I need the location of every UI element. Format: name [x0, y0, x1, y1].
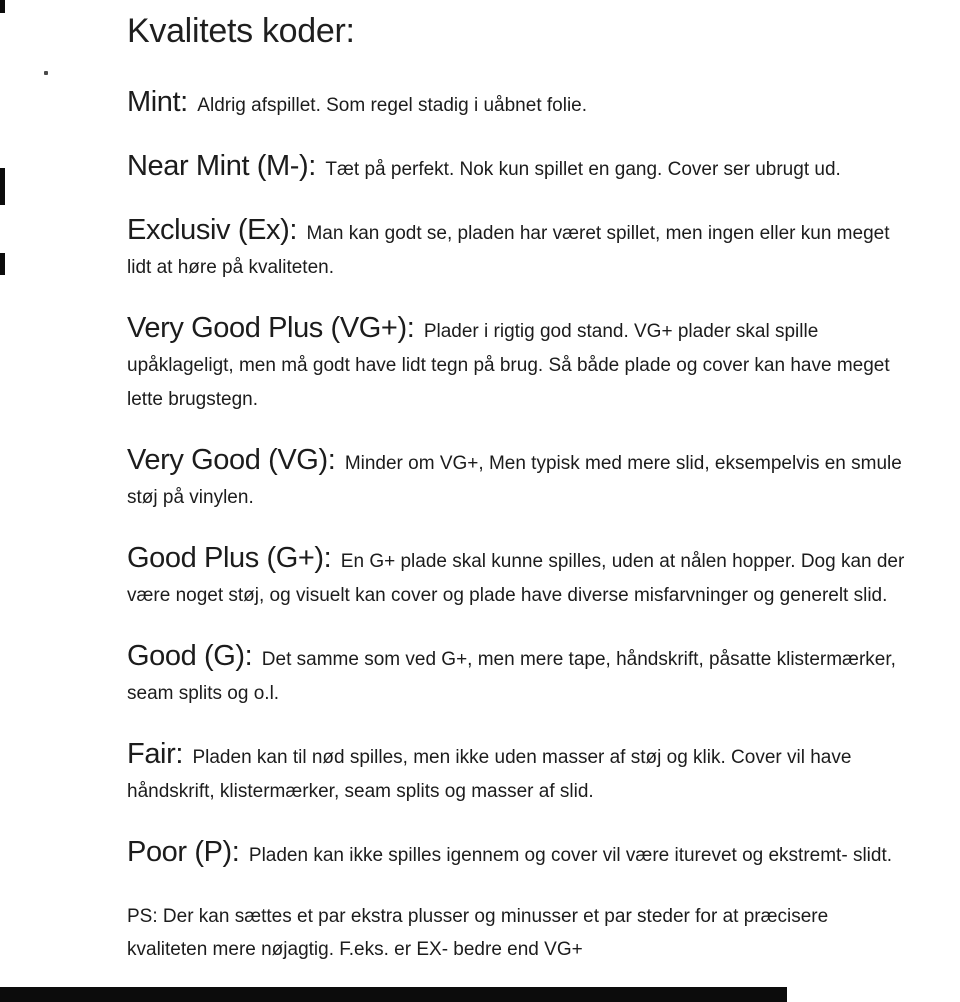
scan-mark-left-lower: [0, 253, 5, 275]
quality-desc: En G+ plade skal kunne spilles, uden at nålen hopper. Dog kan der være noget støj, og visuelt kan cover og plade have diverse misfarvninger og generelt slid.: [127, 551, 905, 606]
quality-entry-very-good: [127, 444, 910, 515]
quality-term: Good Plus (G+):: [127, 542, 332, 574]
footnote: PS: Der kan sættes et par ekstra plusser og minusser et par steder for at præcisere kvaliteten mere nøjagtig. F.eks. er EX- bedre end VG+: [127, 906, 829, 960]
page-title: Kvalitets koder:: [127, 12, 355, 50]
scan-mark-top-left: [0, 0, 5, 13]
quality-desc: Tæt på perfekt. Nok kun spillet en gang. Cover ser ubrugt ud.: [325, 159, 841, 180]
scan-mark-left-upper: [0, 168, 5, 205]
quality-desc: Det samme som ved G+, men mere tape, håndskrift, påsatte klistermærker, seam splits og o.l.: [127, 649, 896, 704]
quality-term: Very Good Plus (VG+):: [127, 312, 415, 344]
quality-entry-near-mint: [127, 150, 910, 187]
quality-desc: Man kan godt se, pladen har været spillet, men ingen eller kun meget lidt at høre på kvaliteten.: [127, 223, 890, 278]
quality-desc: Plader i rigtig god stand. VG+ plader skal spille upåklageligt, men må godt have lidt tegn på brug. Så både plade og cover kan have meget lette brugstegn.: [127, 321, 890, 410]
scan-dot: [44, 71, 48, 75]
quality-term: Poor (P):: [127, 836, 240, 868]
quality-term: Mint:: [127, 86, 188, 118]
quality-entry-very-good-plus: [127, 312, 910, 417]
quality-desc: Pladen kan ikke spilles igennem og cover vil være iturevet og ekstremt- slidt.: [248, 845, 893, 866]
quality-term: Good (G):: [127, 640, 253, 672]
quality-entry-good-plus: [127, 542, 910, 613]
quality-desc: Aldrig afspillet. Som regel stadig i uåbnet folie.: [197, 95, 588, 116]
quality-entry-good: [127, 640, 910, 711]
quality-term: Fair:: [127, 738, 184, 770]
scan-bar-bottom: [0, 987, 787, 1002]
quality-desc: Minder om VG+, Men typisk med mere slid, eksempelvis en smule støj på vinylen.: [127, 453, 902, 508]
quality-term: Very Good (VG):: [127, 444, 336, 476]
quality-term: Exclusiv (Ex):: [127, 214, 298, 246]
quality-desc: Pladen kan til nød spilles, men ikke uden masser af støj og klik. Cover vil have håndskrift, klistermærker, seam splits og masser af slid.: [127, 747, 852, 802]
quality-entry-poor: [127, 836, 910, 873]
quality-entry-fair: [127, 738, 910, 809]
quality-entry-mint: [127, 86, 910, 123]
quality-entry-exclusiv: [127, 214, 910, 285]
quality-term: Near Mint (M-):: [127, 150, 316, 182]
